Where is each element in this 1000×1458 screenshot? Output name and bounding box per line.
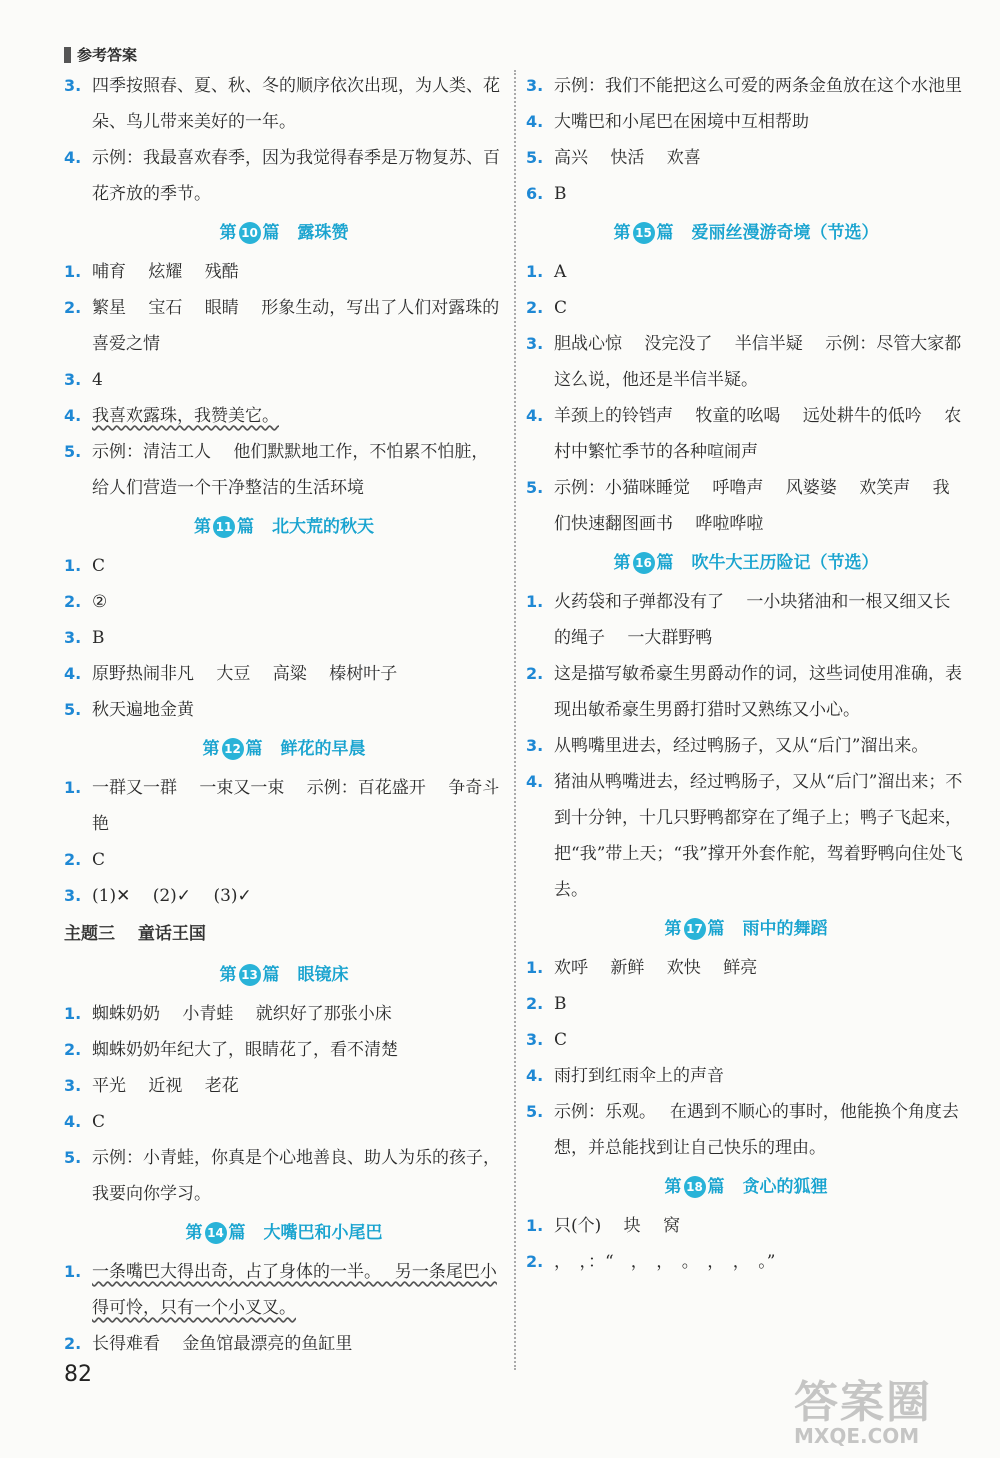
section-number-badge: 18 [684, 1176, 706, 1198]
answer-text: 胆战心惊 没完没了 半信半疑 示例：尽管大家都这么说，他还是半信半疑。 [554, 334, 962, 390]
answer-number: 2. [64, 1334, 82, 1353]
section-number-badge: 14 [205, 1222, 227, 1244]
answer-number: 3. [64, 886, 82, 905]
answer-item [64, 254, 504, 290]
answer-text: 火药袋和子弹都没有了 一小块猪油和一根又细又长的绳子 一大群野鸭 [554, 592, 951, 648]
answer-text: 4 [92, 370, 103, 390]
answer-number: 1. [526, 592, 544, 611]
answer-item [64, 1254, 504, 1326]
header-title: 参考答案 [77, 46, 138, 64]
section-title: 吹牛大王历险记（节选） [691, 553, 879, 573]
section-title: 雨中的舞蹈 [742, 919, 828, 939]
answer-item [526, 1022, 966, 1058]
answer-text: 雨打到红雨伞上的声音 [554, 1066, 724, 1086]
answer-item [526, 104, 966, 140]
answer-number: 4. [64, 148, 82, 167]
section-suffix: 篇 [228, 1223, 246, 1243]
answer-item [64, 770, 504, 842]
answer-number: 1. [64, 262, 82, 281]
section-number-badge: 16 [633, 552, 655, 574]
section-title: 贪心的狐狸 [742, 1177, 828, 1197]
answer-text: (1)✕ (2)✓ (3)✓ [92, 886, 252, 906]
answer-number: 3. [64, 370, 82, 389]
answer-number: 1. [526, 958, 544, 977]
answer-text: 示例：清洁工人 他们默默地工作，不怕累不怕脏，给人们营造一个干净整洁的生活环境 [92, 442, 489, 498]
answer-text: 示例：小猫咪睡觉 呼噜声 风婆婆 欢笑声 我们快速翻图画书 哗啦哗啦 [554, 478, 950, 534]
answer-text: 四季按照春、夏、秋、冬的顺序依次出现，为人类、花朵、鸟儿带来美好的一年。 [92, 76, 500, 132]
answer-item [526, 1058, 966, 1094]
answer-number: 3. [526, 334, 544, 353]
section-heading [526, 542, 966, 584]
section-title: 眼镜床 [297, 965, 349, 985]
answer-item [64, 1068, 504, 1104]
section-number-badge: 15 [633, 222, 655, 244]
answer-item [64, 1140, 504, 1212]
section-title: 露珠赞 [297, 223, 349, 243]
section-title: 北大荒的秋天 [272, 517, 374, 537]
answer-text: B [92, 628, 105, 648]
answer-text: 长得难看 金鱼馆最漂亮的鱼缸里 [92, 1334, 353, 1354]
answer-text: B [554, 184, 567, 204]
answer-text: ， ，：“ ， ， 。 ， ， 。” [554, 1252, 776, 1272]
section-heading [64, 728, 504, 770]
answer-number: 1. [64, 556, 82, 575]
answer-number: 1. [526, 262, 544, 281]
answer-text: 我喜欢露珠，我赞美它。 [92, 406, 279, 426]
answer-number: 4. [526, 1066, 544, 1085]
section-prefix: 第 [664, 919, 682, 939]
answer-item [64, 434, 504, 506]
answer-text: 蜘蛛奶奶年纪大了，眼睛花了，看不清楚 [92, 1040, 398, 1060]
answer-item [64, 140, 504, 212]
answer-item [526, 656, 966, 728]
answer-text: 从鸭嘴里进去，经过鸭肠子，又从“后门”溜出来。 [554, 736, 929, 756]
section-suffix: 篇 [237, 517, 254, 537]
section-suffix: 篇 [262, 965, 280, 985]
answer-number: 4. [64, 406, 82, 425]
answer-item [64, 548, 504, 584]
answer-text: C [92, 850, 106, 870]
answer-item [64, 584, 504, 620]
answer-number: 6. [526, 184, 544, 203]
answer-number: 2. [526, 664, 544, 683]
section-heading [64, 212, 504, 254]
answer-text: 大嘴巴和小尾巴在困境中互相帮助 [554, 112, 809, 132]
left-column [64, 68, 504, 1362]
answer-number: 4. [64, 1112, 82, 1131]
answer-number: 3. [64, 76, 82, 95]
watermark-logo [794, 1366, 974, 1448]
answer-text: ② [92, 592, 108, 612]
theme-heading: 主题三 童话王国 [64, 924, 206, 944]
answer-number: 1. [64, 778, 82, 797]
answer-text: 蜘蛛奶奶 小青蛙 就织好了那张小床 [92, 1004, 392, 1024]
section-prefix: 第 [219, 965, 237, 985]
answer-text: C [92, 556, 106, 576]
answer-item [64, 620, 504, 656]
watermark-site: MXQE.COM [794, 1424, 920, 1448]
answer-text: 示例：乐观。 在遇到不顺心的事时，他能换个角度去想，并总能找到让自己快乐的理由。 [554, 1102, 959, 1158]
section-prefix: 第 [194, 517, 211, 537]
page-header [64, 44, 137, 65]
answer-number: 3. [64, 628, 82, 647]
answer-text: C [554, 298, 568, 318]
answer-number: 5. [64, 700, 82, 719]
answer-number: 2. [64, 850, 82, 869]
answer-text: 示例：小青蛙，你真是个心地善良、助人为乐的孩子，我要向你学习。 [92, 1148, 500, 1204]
answer-number: 3. [64, 1076, 82, 1095]
answer-text: 示例：我最喜欢春季，因为我觉得春季是万物复苏、百花齐放的季节。 [92, 148, 500, 204]
section-heading [526, 212, 966, 254]
answer-text: C [92, 1112, 106, 1132]
answer-number: 2. [526, 298, 544, 317]
answer-item [526, 986, 966, 1022]
answer-item [526, 398, 966, 470]
answer-number: 1. [526, 1216, 544, 1235]
answer-item [526, 254, 966, 290]
section-prefix: 第 [613, 223, 631, 243]
answer-text: 只(个) 块 窝 [554, 1216, 681, 1236]
answer-item [64, 362, 504, 398]
answer-item [526, 176, 966, 212]
answer-item [64, 996, 504, 1032]
section-title: 爱丽丝漫游奇境（节选） [691, 223, 879, 243]
answer-text: 示例：我们不能把这么可爱的两条金鱼放在这个水池里 [554, 76, 962, 96]
answer-number: 3. [526, 76, 544, 95]
section-number-badge: 17 [684, 918, 706, 940]
answer-text: 繁星 宝石 眼睛 形象生动，写出了人们对露珠的喜爱之情 [92, 298, 500, 354]
answer-item [526, 1244, 966, 1280]
section-number-badge: 12 [222, 738, 244, 760]
answer-item [64, 1326, 504, 1362]
answer-text: 欢呼 新鲜 欢快 鲜亮 [554, 958, 758, 978]
answer-text: 原野热闹非凡 大豆 高粱 榛树叶子 [92, 664, 398, 684]
answer-number: 2. [64, 592, 82, 611]
answer-number: 1. [64, 1004, 82, 1023]
watermark-main: 答案圈 [794, 1377, 932, 1428]
section-suffix: 篇 [245, 739, 263, 759]
header-marker [64, 47, 71, 63]
answer-item [64, 68, 504, 140]
section-number-badge: 13 [239, 964, 261, 986]
answer-number: 4. [526, 112, 544, 131]
answer-number: 5. [526, 1102, 544, 1121]
answer-item [64, 290, 504, 362]
answer-item [526, 1094, 966, 1166]
answer-item [526, 140, 966, 176]
section-suffix: 篇 [656, 553, 674, 573]
answer-number: 5. [64, 1148, 82, 1167]
page-number: 82 [64, 1362, 92, 1387]
answer-text: 一条嘴巴大得出奇，占了身体的一半。 另一条尾巴小得可怜，只有一个小叉叉。 [92, 1262, 497, 1318]
section-suffix: 篇 [656, 223, 674, 243]
answer-number: 2. [526, 1252, 544, 1271]
answer-text: 羊颈上的铃铛声 牧童的吆喝 远处耕牛的低吟 农村中繁忙季节的各种喧闹声 [554, 406, 962, 462]
section-prefix: 第 [202, 739, 220, 759]
answer-item [64, 656, 504, 692]
answer-text: 哺育 炫耀 残酷 [92, 262, 239, 282]
section-suffix: 篇 [707, 1177, 725, 1197]
section-number-badge: 10 [239, 222, 261, 244]
answer-number: 2. [64, 1040, 82, 1059]
answer-item [526, 728, 966, 764]
section-number-badge: 11 [213, 516, 235, 538]
answer-item [526, 1208, 966, 1244]
answer-number: 2. [64, 298, 82, 317]
answer-number: 4. [526, 406, 544, 425]
section-heading [64, 1212, 504, 1254]
answer-number: 4. [64, 664, 82, 683]
answer-item [526, 290, 966, 326]
answer-item [64, 692, 504, 728]
answer-text: 一群又一群 一束又一束 示例：百花盛开 争奇斗艳 [92, 778, 500, 834]
answer-item [64, 1032, 504, 1068]
answer-text: 秋天遍地金黄 [92, 700, 194, 720]
section-suffix: 篇 [262, 223, 280, 243]
answer-text: 平光 近视 老花 [92, 1076, 239, 1096]
answer-text: 猪油从鸭嘴进去，经过鸭肠子，又从“后门”溜出来；不到十分钟，十几只野鸭都穿在了绳子上；鸭子飞起来，把“我”带上天；“我”撑开外套作舵，驾着野鸭向住处飞去。 [554, 772, 963, 900]
answer-item [64, 842, 504, 878]
answer-number: 2. [526, 994, 544, 1013]
answer-number: 3. [526, 736, 544, 755]
section-prefix: 第 [185, 1223, 203, 1243]
answer-item [64, 398, 504, 434]
answer-item [526, 68, 966, 104]
section-suffix: 篇 [707, 919, 725, 939]
section-heading [64, 954, 504, 996]
answer-number: 4. [526, 772, 544, 791]
answer-text: 高兴 快活 欢喜 [554, 148, 701, 168]
answer-item [526, 584, 966, 656]
answer-number: 5. [526, 478, 544, 497]
answer-item [526, 764, 966, 908]
answer-item [526, 470, 966, 542]
answer-item [64, 878, 504, 914]
section-prefix: 第 [219, 223, 237, 243]
answer-item [526, 326, 966, 398]
answer-item [526, 950, 966, 986]
answer-text: C [554, 1030, 568, 1050]
answer-number: 1. [64, 1262, 82, 1281]
section-prefix: 第 [613, 553, 631, 573]
column-divider [514, 70, 516, 1370]
answer-number: 3. [526, 1030, 544, 1049]
answer-number: 5. [64, 442, 82, 461]
answer-number: 5. [526, 148, 544, 167]
answer-text: B [554, 994, 567, 1014]
right-column [526, 68, 966, 1280]
section-heading [64, 506, 504, 548]
section-heading [526, 1166, 966, 1208]
section-title: 大嘴巴和小尾巴 [263, 1223, 383, 1243]
answer-item [64, 1104, 504, 1140]
section-prefix: 第 [664, 1177, 682, 1197]
section-title: 鲜花的早晨 [280, 739, 366, 759]
answer-text: 这是描写敏希豪生男爵动作的词，这些词使用准确，表现出敏希豪生男爵打猎时又熟练又小心。 [554, 664, 962, 720]
answer-text: A [554, 262, 567, 282]
section-heading [526, 908, 966, 950]
